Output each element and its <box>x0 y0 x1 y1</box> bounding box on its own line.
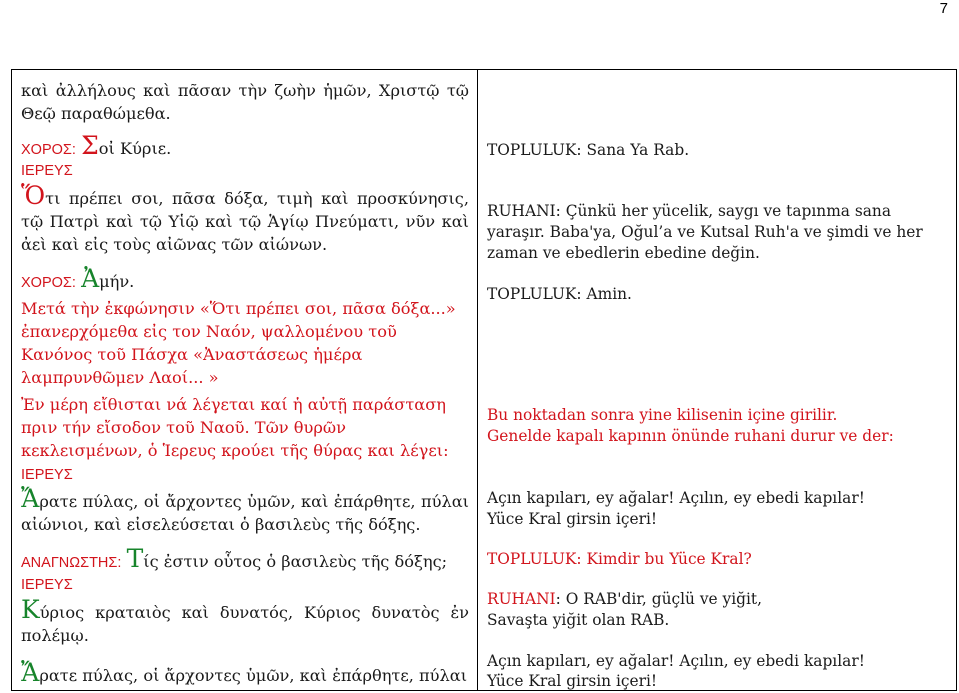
choir-label: ΧΟΡΟΣ: <box>21 142 76 158</box>
paragraph-text: ύριος κραταιὸς καὶ δυνατός, Κύριος δυνατὸς ἐν πολέμῳ. <box>21 603 469 645</box>
drop-initial: Ἄ <box>21 658 40 687</box>
rubric-line-2: Genelde kapalı kapının önünde ruhani durur ve der: <box>487 427 894 445</box>
priest-label: RUHANI <box>487 590 556 608</box>
congregation-line-2: TOPLULUK: Amin. <box>487 285 632 303</box>
greek-paragraph-4 <box>21 595 469 647</box>
choir-response-2 <box>21 264 469 295</box>
priest-answer-text: : O RAB'dir, güçlü ve yiğit, <box>555 590 762 608</box>
rubric-2-part-b: Τῶν θυρῶν κεκλεισμένων, ὁ Ἱερευς κρούει τῆς θύρας και λέγει: <box>21 418 449 460</box>
paragraph-text: τι πρέπει σοι, πᾶσα δόξα, τιμὴ καὶ προσκύνησις, τῷ Πατρὶ καὶ τῷ Υἱῷ καὶ τῷ Ἁγίῳ Πνεύματι, νῦν καὶ ἀεὶ καὶ εἰς τοὺς αἰῶνας τῶν αἰώνων. <box>21 189 469 254</box>
bilingual-table <box>11 69 957 691</box>
greek-paragraph-1: καὶ ἀλλήλους καὶ πᾶσαν τὴν ζωὴν ἡμῶν, Χριστῷ τῷ Θεῷ παραθώμεθα. <box>21 81 469 123</box>
verse-line-1b: Yüce Kral girsin içeri! <box>487 510 658 528</box>
reader-label: ΑΝΑΓΝΩΣΤΗΣ: <box>21 555 122 571</box>
paragraph-text: ρατε πύλας, οἱ ἄρχοντες ὑμῶν, καὶ ἐπάρθητε, πύλαι αἰώνιοι, καὶ εἰσελεύσεται ὁ βασιλεὺς τῆς δόξης. <box>21 492 469 534</box>
priest-label: ΙΕΡΕΥΣ <box>21 467 73 483</box>
drop-initial: Ἀ <box>81 264 100 293</box>
priest-label: ΙΕΡΕΥΣ <box>21 577 73 593</box>
choir-label: ΧΟΡΟΣ: <box>21 275 76 291</box>
rubric-2 <box>21 393 469 462</box>
choir-text: μήν. <box>99 272 135 291</box>
reader-text: ίς ἐστιν οὗτος ὁ βασιλεὺς τῆς δόξης; <box>143 552 448 571</box>
priest-label: ΙΕΡΕΥΣ <box>21 163 73 179</box>
congregation-question: TOPLULUK: Kimdir bu Yüce Kral? <box>487 550 752 568</box>
rubric-1: Μετά τὴν ἐκφώνησιν «Ὅτι πρέπει σοι, πᾶσα δόξα...» ἐπανερχόμεθα εἰς τον Ναόν, ψαλλομένου τοῦ Κανόνος τοῦ Πάσχα «Ἀναστάσεως ἡμέρα λαμπρυνθῶμεν Λαοί... » <box>21 299 456 387</box>
greek-paragraph-3 <box>21 484 469 536</box>
rubric-2-part-a: Ἐν μέρη εἴθισται νά λέγεται καί ἡ αὐτῇ παράσταση πριν τήν εἴσοδον τοῦ Ναοῦ. <box>21 395 446 437</box>
choir-text: οἰ Κύριε. <box>98 139 172 158</box>
greek-paragraph-2 <box>21 181 469 256</box>
verse-line-2a: Açın kapıları, ey ağalar! Açılın, ey ebedi kapılar! <box>487 652 865 670</box>
priest-answer <box>487 589 952 610</box>
drop-initial: Ὅ <box>21 181 46 210</box>
paragraph-text: ρατε πύλας, οἱ ἄρχοντες ὑμῶν, καὶ ἐπάρθητε, πύλαι <box>39 666 468 685</box>
drop-initial: Ἄ <box>21 484 40 513</box>
rubric-line-1: Bu noktadan sonra yine kilisenin içine girilir. <box>487 406 838 424</box>
priest-answer-line-2: Savaşta yiğit olan RAB. <box>487 611 670 629</box>
reader-line <box>21 544 469 575</box>
column-divider <box>477 70 478 690</box>
drop-initial: Κ <box>21 595 40 624</box>
verse-line-1a: Açın kapıları, ey ağalar! Açılın, ey ebedi kapılar! <box>487 489 865 507</box>
drop-initial: Τ <box>126 544 144 573</box>
verse-line-2b: Yüce Kral girsin içeri! <box>487 672 658 690</box>
priest-paragraph-1: RUHANI: Çünkü her yücelik, saygı ve tapınma sana yaraşır. Baba'ya, Oğul’a ve Kutsal Ruh'a ve şimdi ve her zaman ve ebedlerin ebedine değin. <box>487 202 923 262</box>
choir-response-1 <box>21 131 469 162</box>
drop-initial: Σ <box>81 131 99 160</box>
page-number: 7 <box>939 0 948 17</box>
greek-paragraph-5 <box>21 658 469 687</box>
congregation-line-1: TOPLULUK: Sana Ya Rab. <box>487 141 690 159</box>
